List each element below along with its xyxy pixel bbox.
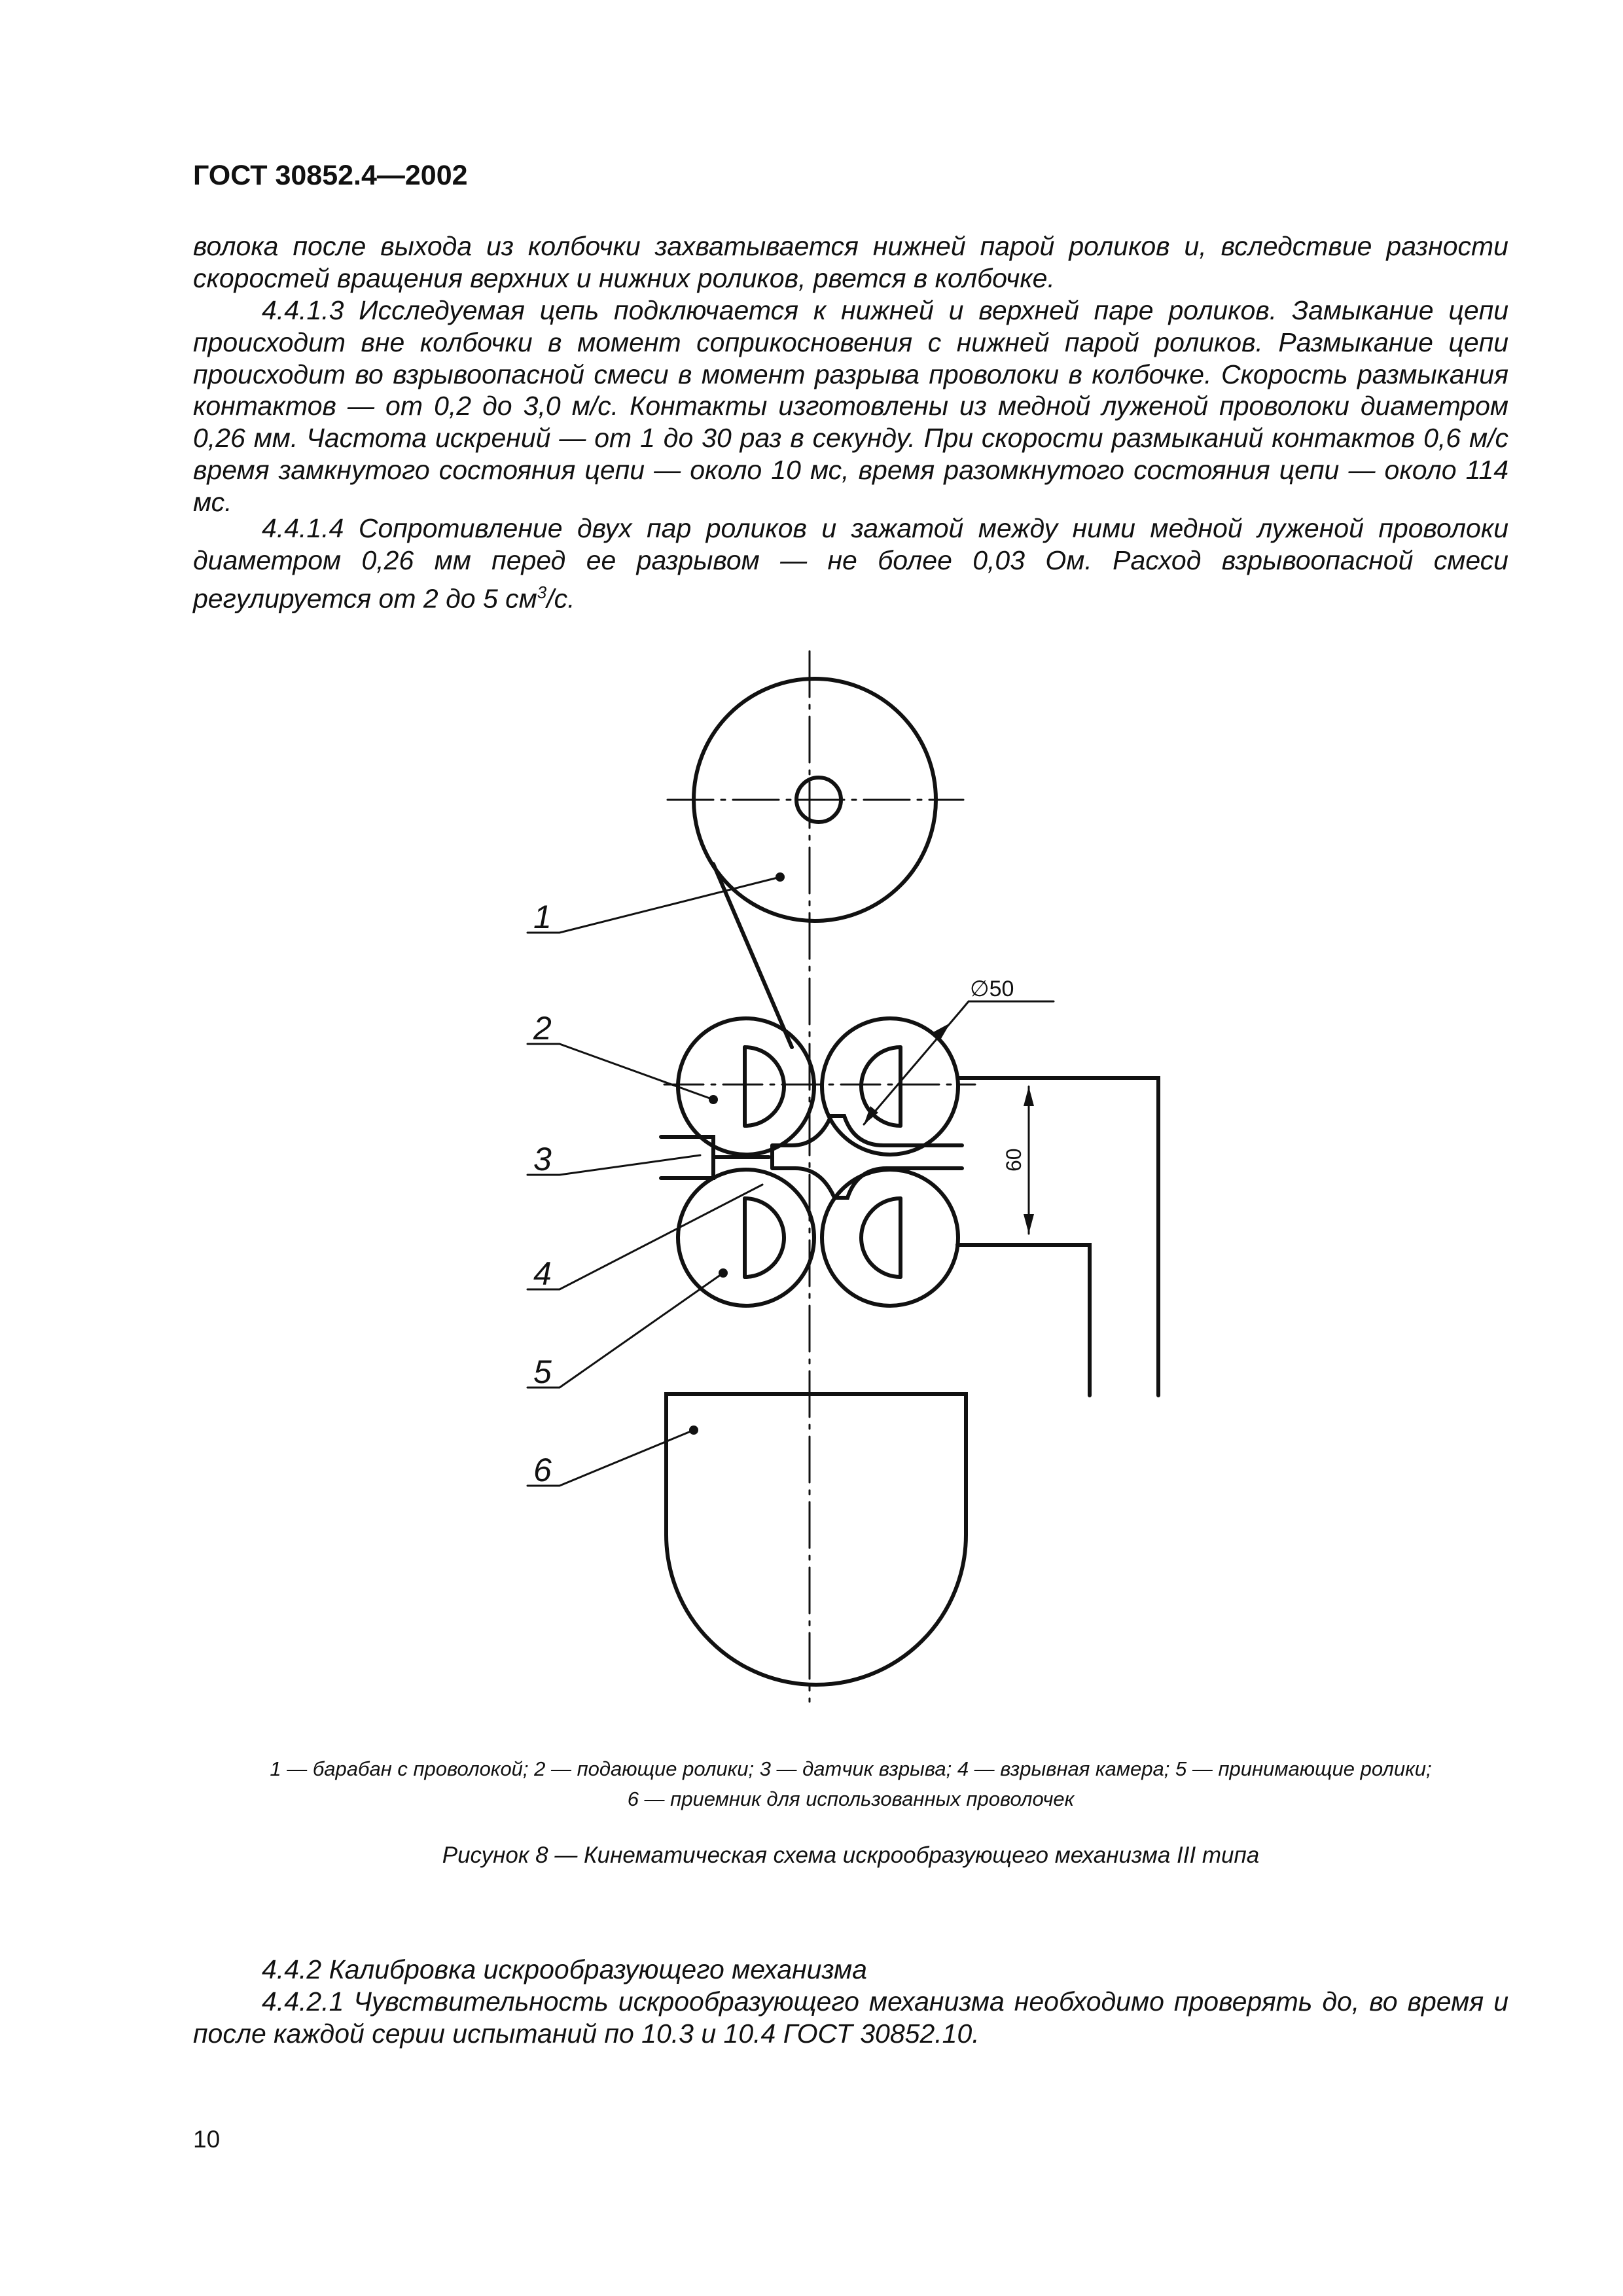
label-1: 1: [533, 899, 552, 935]
leader-6: [527, 1430, 694, 1486]
figure-legend-line-1: 1 — барабан с проволокой; 2 — подающие ролики; 3 — датчик взрыва; 4 — взрывная камера; 5 — принимающие ролики;: [270, 1757, 1432, 1780]
paragraph-4-4-1-4-tail: /с.: [546, 583, 575, 614]
dimension-diameter: ∅50: [970, 977, 1014, 1001]
wire-receiver: [666, 1394, 966, 1685]
superscript-three: 3: [537, 582, 547, 602]
feed-roller-right-hub: [861, 1047, 901, 1126]
leader-1: [527, 877, 780, 933]
label-4: 4: [533, 1255, 552, 1292]
paragraph-continuation: волока после выхода из колбочки захватывается нижней парой роликов и, вследствие разности скоростей вращения верхних и нижних роликов, рвется в колбочке.: [193, 231, 1508, 293]
receiving-roller-right-hub: [861, 1198, 901, 1277]
section-4-4-2-title: 4.4.2 Калибровка искрообразующего механизма: [262, 1954, 867, 1984]
dimension-height: 60: [1002, 1148, 1026, 1172]
circuit-lead-upper: [959, 1078, 1158, 1395]
circuit-lead-lower: [957, 1245, 1090, 1395]
leader-3: [527, 1155, 700, 1175]
page-number: 10: [193, 2126, 221, 2153]
receiving-roller-right: [822, 1170, 958, 1306]
paragraph-4-4-1-3: 4.4.1.3 Исследуемая цепь подключается к нижней и верхней паре роликов. Замыкание цепи происходит вне колбочки в момент соприкосновения с нижней парой роликов. Размыкание цепи происходит во взрывоопасной смеси в момент разрыва проволоки в колбочке. Скорость размыкания контактов — от 0,2 до 3,0 м/с. Контакты изготовлены из медной луженой проволоки диаметром 0,26 мм. Частота искрений — от 1 до 30 раз в секунду. При скорости размыканий контактов 0,6 м/с время замкнутого состояния цепи — около 10 мс, время разомкнутого состояния цепи — около 114 мс.: [193, 295, 1508, 517]
paragraph-4-4-2-1: 4.4.2.1 Чувствительность искрообразующего механизма необходимо проверять до, во время и после каждой серии испытаний по 10.3 и 10.4 ГОСТ 30852.10.: [193, 1986, 1508, 2049]
document-standard-number: ГОСТ 30852.4—2002: [193, 160, 468, 191]
receiving-roller-left-hub: [745, 1198, 784, 1277]
feed-roller-left-hub: [745, 1047, 784, 1126]
label-3: 3: [533, 1141, 552, 1177]
figure-legend-line-2: 6 — приемник для использованных проволочек: [627, 1787, 1075, 1810]
label-2: 2: [533, 1010, 552, 1047]
label-5: 5: [533, 1354, 552, 1390]
paragraph-4-4-1-4-text: 4.4.1.4 Сопротивление двух пар роликов и зажатой между ними медной луженой проволоки диаметром 0,26 мм перед ее разрывом — не более 0,03 Ом. Расход взрывоопасной смеси регулируется от 2 до 5 см: [193, 513, 1508, 614]
figure-caption: Рисунок 8 — Кинематическая схема искрообразующего механизма III типа: [442, 1842, 1260, 1868]
label-6: 6: [533, 1452, 552, 1488]
